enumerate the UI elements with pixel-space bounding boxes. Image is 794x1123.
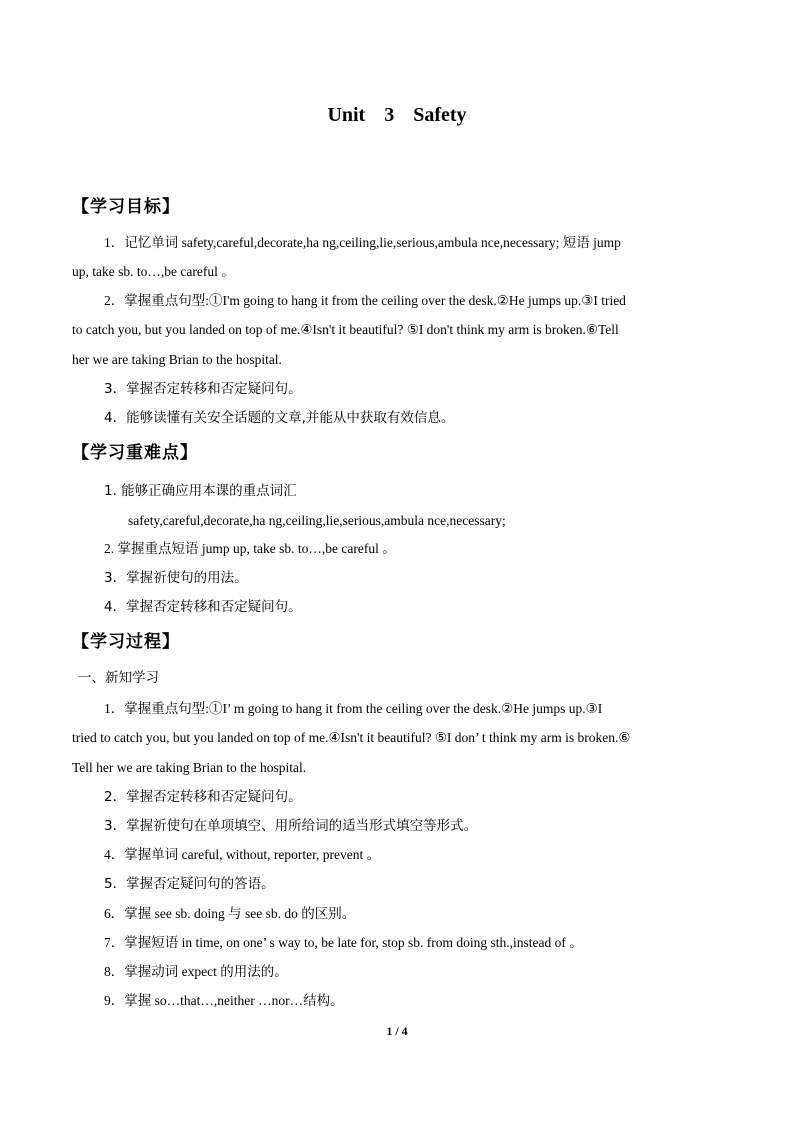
process-line: 7．掌握短语 in time, on one’ s way to, be late for, stop sb. from doing sth.,instead of 。 bbox=[104, 935, 583, 950]
objective-line: 2．掌握重点句型:①I'm going to hang it from the ceiling over the desk.②He jumps up.③I tried bbox=[104, 293, 626, 308]
objective-line: to catch you, but you landed on top of me.④Isn't it beautiful? ⑤I don't think my arm is broken.⑥Tell bbox=[72, 322, 619, 337]
objective-line: 4．能够读懂有关安全话题的文章,并能从中获取有效信息。 bbox=[104, 410, 455, 426]
page-number: 1 / 4 bbox=[386, 1024, 408, 1038]
difficulty-line: 1. 能够正确应用本课的重点词汇 bbox=[104, 483, 297, 499]
process-line: 2．掌握否定转移和否定疑问句。 bbox=[104, 789, 302, 805]
difficulty-line: 4．掌握否定转移和否定疑问句。 bbox=[104, 599, 302, 615]
process-line: 5．掌握否定疑问句的答语。 bbox=[104, 876, 275, 892]
process-subheading: 一、新知学习 bbox=[78, 670, 159, 686]
process-line: 6．掌握 see sb. doing 与 see sb. do 的区别。 bbox=[104, 906, 356, 921]
process-line: 4．掌握单词 careful, without, reporter, prevent 。 bbox=[104, 847, 381, 862]
objective-line: 3．掌握否定转移和否定疑问句。 bbox=[104, 381, 302, 397]
objective-line: 1．记忆单词 safety,careful,decorate,ha ng,ceiling,lie,serious,ambula nce,necessary; 短语 jump bbox=[104, 235, 621, 250]
section-heading-objectives: 【学习目标】 bbox=[72, 197, 180, 217]
difficulty-line: safety,careful,decorate,ha ng,ceiling,lie,serious,ambula nce,necessary; bbox=[128, 513, 506, 528]
objective-line: her we are taking Brian to the hospital. bbox=[72, 352, 282, 367]
process-line: 8．掌握动词 expect 的用法的。 bbox=[104, 964, 288, 979]
document-title: Unit 3 Safety bbox=[327, 104, 467, 126]
process-line: 3．掌握祈使句在单项填空、用所给词的适当形式填空等形式。 bbox=[104, 818, 478, 834]
difficulty-line: 3．掌握祈使句的用法。 bbox=[104, 570, 248, 586]
section-heading-process: 【学习过程】 bbox=[72, 632, 180, 652]
process-line: 9．掌握 so…that…,neither …nor…结构。 bbox=[104, 993, 344, 1008]
difficulty-line: 2. 掌握重点短语 jump up, take sb. to…,be careful 。 bbox=[104, 541, 396, 556]
process-line: 1．掌握重点句型:①I’ m going to hang it from the ceiling over the desk.②He jumps up.③I bbox=[104, 701, 603, 716]
section-heading-difficulties: 【学习重难点】 bbox=[72, 443, 198, 463]
process-line: Tell her we are taking Brian to the hospital. bbox=[72, 760, 307, 775]
process-line: tried to catch you, but you landed on top of me.④Isn't it beautiful? ⑤I don’ t think my arm is broken.⑥ bbox=[72, 730, 631, 745]
objective-line: up, take sb. to…,be careful 。 bbox=[72, 264, 235, 279]
